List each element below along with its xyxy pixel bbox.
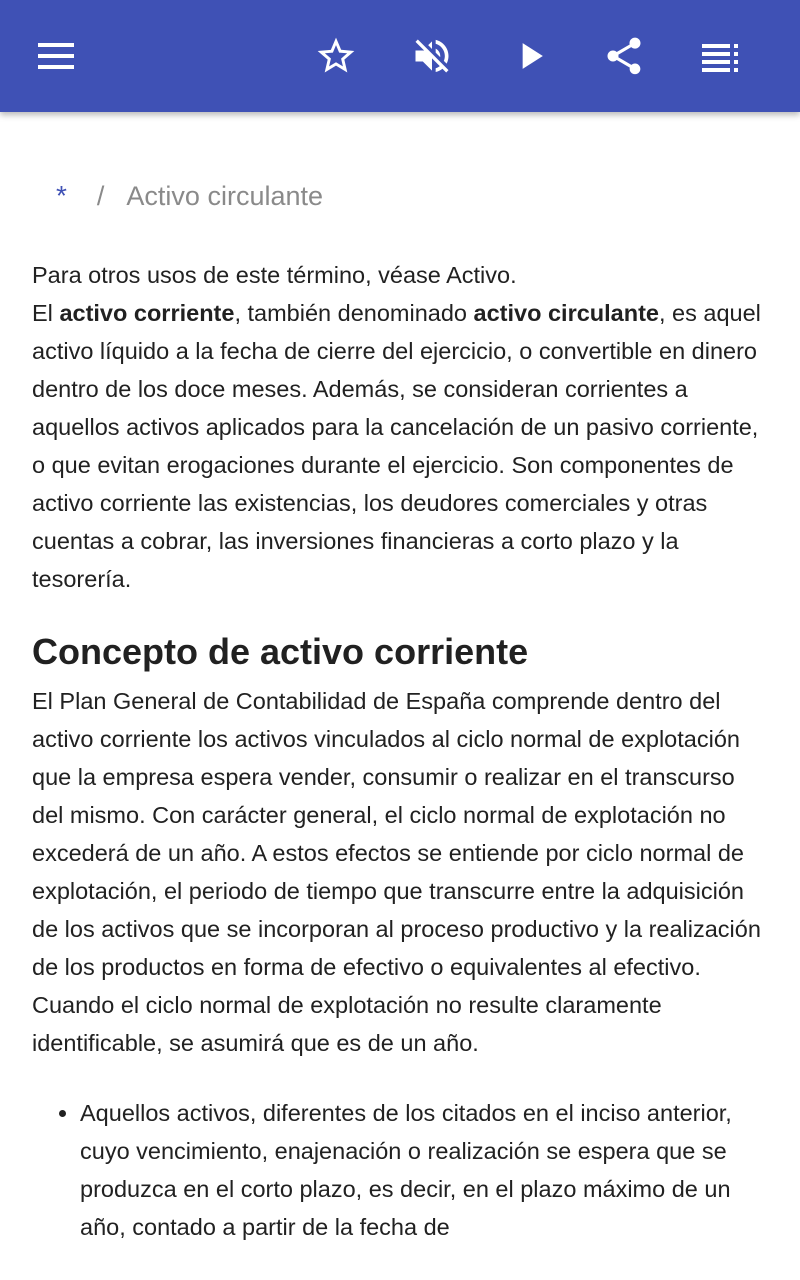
volume-off-icon [410, 34, 454, 78]
share-icon [602, 34, 646, 78]
intro-text-3: , es aquel activo líquido a la fecha de cierre del ejercicio, o convertible en dinero dentro de los doce meses. Además, se consideran corrientes a aquellos activos aplicados para la cancelación de un pasivo corriente, o que evitan erogaciones durante el ejercicio. Son componentes de activo corriente las existencias, los deudores comerciales y otras cuentas a cobrar, las inversiones financieras a corto plazo y la tesorería. [32, 300, 761, 592]
content-area[interactable] [0, 112, 800, 1280]
article-body [32, 256, 772, 1246]
app-bar [0, 0, 800, 112]
breadcrumb-separator: / [96, 181, 105, 211]
intro-bold-term-1: activo corriente [59, 300, 235, 326]
breadcrumb-current: Activo circulante [126, 181, 324, 211]
breadcrumb [56, 180, 323, 212]
share-button[interactable] [596, 28, 652, 84]
list-item: • Aquellos activos, diferentes de los citados en el inciso anterior, cuyo vencimiento, enajenación o realización se espera que se produzca en el corto plazo, es decir, en el plazo máximo de un año, contado a partir de la fecha de [80, 1094, 772, 1246]
breadcrumb-home-link[interactable]: * [56, 180, 67, 211]
section-heading: Concepto de activo corriente [32, 631, 529, 672]
contents-button[interactable] [692, 28, 748, 84]
favorite-button[interactable] [308, 28, 364, 84]
section-paragraph: El Plan General de Contabilidad de España comprende dentro del activo corriente los activos vinculados al ciclo normal de explotación que la empresa espera vender, consumir o realizar en el transcurso del mismo. Con carácter general, el ciclo normal de explotación no excederá de un año. A estos efectos se entiende por ciclo normal de explotación, el periodo de tiempo que transcurre entre la adquisición de los activos que se incorporan al proceso productivo y la realización de los productos en forma de efectivo o equivalentes al efectivo. Cuando el ciclo normal de explotación no resulte claramente identificable, se asumirá que es de un año. [32, 688, 761, 1056]
disambiguation-note: Para otros usos de este término, véase Activo. [32, 262, 517, 288]
bullet-list [32, 1094, 772, 1246]
play-button[interactable] [502, 28, 558, 84]
intro-text-1: El [32, 300, 60, 326]
play-icon [508, 34, 552, 78]
intro-paragraph [32, 294, 772, 598]
menu-button[interactable] [28, 28, 84, 84]
intro-text-2: , también denominado [234, 300, 474, 326]
menu-icon [36, 36, 76, 76]
mute-button[interactable] [404, 28, 460, 84]
intro-bold-term-2: activo circulante [473, 300, 659, 326]
list-icon [700, 36, 740, 76]
star-outline-icon [314, 34, 358, 78]
